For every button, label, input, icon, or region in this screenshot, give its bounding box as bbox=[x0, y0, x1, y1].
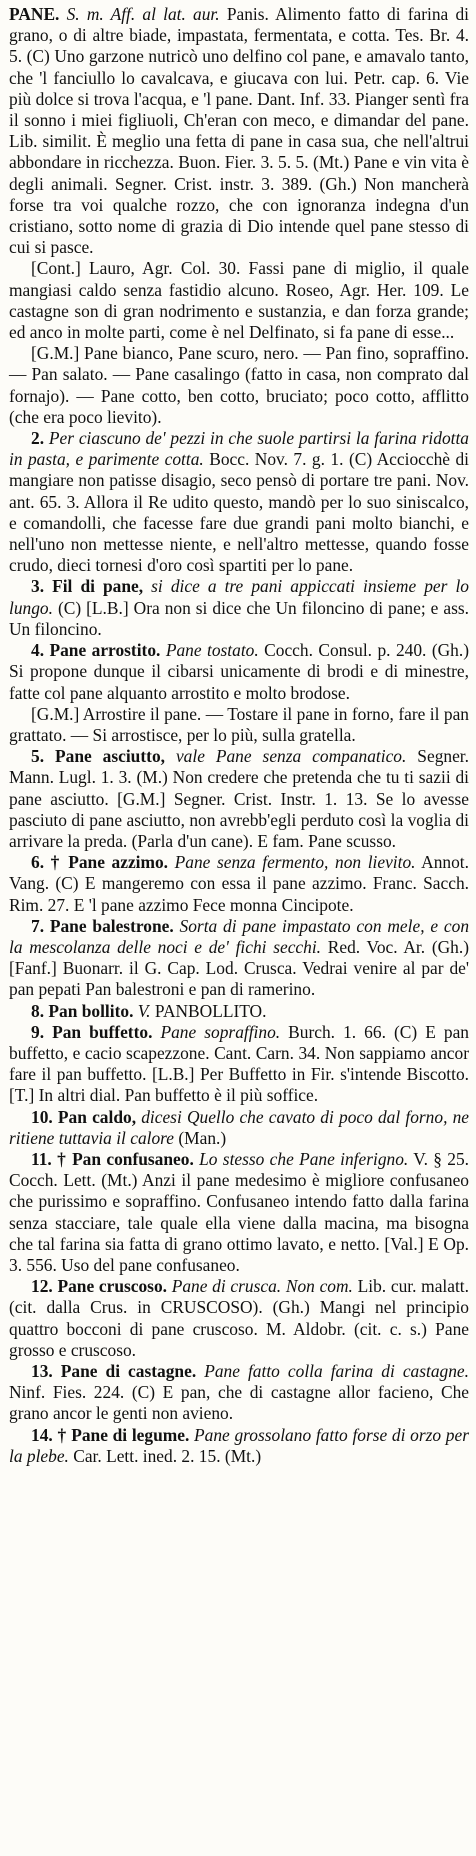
entry-continuation bbox=[9, 704, 469, 746]
grammar-note: Sorta di pane impastato con mele, e con la mescolanza delle noci e de' fichi secchi. bbox=[9, 915, 470, 957]
grammar-note: Pane grossolano fatto forse di orzo per la plebe. bbox=[9, 1424, 469, 1466]
entry-text: PANBOLLITO. bbox=[150, 1000, 267, 1021]
headword: 12. Pane cruscoso. bbox=[31, 1276, 167, 1297]
headword: 9. Pan buffetto. bbox=[31, 1021, 153, 1042]
entry-text: Annot. Vang. (C) E mangeremo con essa il pane azzimo. Franc. Sacch. Rim. 27. E 'l pane azzimo Fece monna Cincipote. bbox=[9, 852, 469, 915]
sense-12 bbox=[9, 1276, 469, 1361]
entry-text: Red. Voc. Ar. (Gh.) [Fanf.] Buonarr. il G. Cap. Lod. Crusca. Vedrai venire al par de' pan pepati Pan balestroni e pan di ramerino. bbox=[9, 936, 470, 1000]
sense-10 bbox=[9, 1107, 469, 1149]
sense-13 bbox=[9, 1361, 469, 1425]
sense-6 bbox=[9, 852, 469, 916]
grammar-note: dicesi Quello che cavato di poco dal forno, ne ritiene tuttavia il calore bbox=[9, 1106, 470, 1148]
headword: 10. Pan caldo, bbox=[31, 1106, 137, 1127]
headword: 3. Fil di pane, bbox=[31, 576, 144, 597]
grammar-note: Pane di crusca. Non com. bbox=[167, 1276, 353, 1297]
entry-text: Cocch. Consul. p. 240. (Gh.) Si propone dunque il cibarsi unicamente di brodi e di minestre, fatte col pane alquanto arrostito e molto brodose. bbox=[9, 640, 470, 703]
grammar-note: Pane tostato. bbox=[160, 640, 259, 661]
sense-3 bbox=[9, 576, 469, 640]
sense-8 bbox=[9, 1001, 469, 1022]
entry-text: [Cont.] Lauro, Agr. Col. 30. Fassi pane di miglio, il quale mangiasi caldo senza fastidio alcuno. Roseo, Agr. Her. 109. Le castagne son di gran nodrimento e sustanzia, e dan forza grande; ed anco in molte parti, come è nel Delfinato, si fa pane di esse... bbox=[9, 258, 469, 343]
entry-text: V. § 25. Cocch. Lett. (Mt.) Anzi il pane medesimo è migliore confusaneo che purissimo e sopraffino. Confusaneo intendo fatto dalla farina senza stacciare, tale quale ella viene dalla macina, ma bisogna che tal farina sia fatta di grano ottimo lavato, e netto. [Val.] E Op. 3. 556. Uso del pane confusaneo. bbox=[9, 1148, 470, 1275]
entry-text: (Man.) bbox=[174, 1127, 227, 1148]
grammar-note: si dice a tre pani appiccati insieme per lo lungo. bbox=[9, 576, 469, 618]
sense-7 bbox=[9, 916, 469, 1001]
entry-pane bbox=[9, 4, 469, 258]
entry-text: Ninf. Fies. 224. (C) E pan, che di castagne allor facieno, Che grano ancor le genti non avieno. bbox=[9, 1382, 469, 1424]
grammar-note: V. bbox=[133, 1000, 151, 1021]
grammar-note: vale Pane senza companatico. bbox=[164, 746, 407, 767]
entry-text: Bocc. Nov. 7. g. 1. (C) Acciocchè di mangiare non patisse disagio, seco pensò di portare tre pani. Nov. ant. 65. 3. Allora il Re udito questo, mandò per lo suo siniscalco, e comandolli, che facesse fare due grandi pani molto bianchi, e nell'uno non mettesse niente, e nell'altro mettesse, quando fosse crudo, dieci tornesi d'oro così spartiti per lo pane. bbox=[9, 449, 469, 576]
grammar-note: Per ciascuno de' pezzi in che suole partirsi la farina ridotta in pasta, e parimente cotta. bbox=[9, 428, 469, 470]
sense-4 bbox=[9, 640, 469, 704]
headword: 6. † Pane azzimo. bbox=[31, 852, 169, 873]
entry-text: Lib. cur. malatt. (cit. dalla Crus. in CRUSCOSO). (Gh.) Mangi nel principio quattro bocconi di pane cruscoso. M. Aldobr. (cit. c. s.) Pane grosso e cruscoso. bbox=[9, 1276, 469, 1360]
sense-11 bbox=[9, 1149, 469, 1276]
sense-2 bbox=[9, 428, 469, 576]
entry-text: (C) [L.B.] Ora non si dice che Un filoncino di pane; e ass. Un filoncino. bbox=[9, 597, 469, 639]
grammar-note: Pane fatto colla farina di castagne. bbox=[196, 1361, 469, 1381]
entry-text: [G.M.] Arrostire il pane. — Tostare il pane in forno, fare il pan grattato. — Si arrostisce, per lo più, sulla gratella. bbox=[9, 703, 469, 745]
entry-text: Burch. 1. 66. (C) E pan buffetto, e cacio scapezzone. Cant. Carn. 34. Non sappiamo ancor fare il pan buffetto. [L.B.] Per Buffetto in Fir. s'intende Biscotto. [T.] In altri dial. Pan buffetto è il più soffice. bbox=[9, 1021, 469, 1106]
entry-text: Panis. Alimento fatto di farina di grano, o di altre biade, impastata, fermentata, e cotta. Tes. Br. 4. 5. (C) Uno garzone nutricò uno delfino col pane, e amavalo tanto, che 'l fanciullo lo cavalcava, e giucava con lui. Petr. cap. 6. Vie più dolce si trova l'acqua, e 'l pane. Dant. Inf. 33. Pianger sentì fra il sonno i miei figliuoli, Ch'eran con meco, e dimandar del pane. Lib. similit. È meglio una fetta di pane in casa sua, che nell'altrui abbondare in ricchezza. Buon. Fier. 3. 5. 5. (Mt.) Pane e vin vita è degli animali. Segner. Crist. instr. 3. 389. (Gh.) Non mancherà forse tra voi qualche rozzo, che con ignoranza indegna d'un cristiano, sotto nome di grazia di Dio intende quel pane stesso di cui si pasce. bbox=[9, 4, 469, 258]
entry-text: Segner. Mann. Lugl. 1. 3. (M.) Non credere che pretenda che tu ti sazii di pane asciutto. [G.M.] Segner. Crist. Instr. 1. 13. Se lo avesse pasciuto di pane asciutto, non avrebb'egli perduto così la voglia di arrivare la preda. (Parla d'un cane). E fam. Pane scusso. bbox=[9, 746, 469, 851]
grammar-note: Lo stesso che Pane inferigno. bbox=[193, 1148, 409, 1169]
headword: 13. Pane di castagne. bbox=[31, 1361, 197, 1381]
grammar-note: Pane sopraffino. bbox=[152, 1021, 281, 1042]
headword: 5. Pane asciutto, bbox=[31, 746, 165, 767]
entry-continuation bbox=[9, 343, 469, 428]
sense-9 bbox=[9, 1022, 469, 1107]
grammar-note: S. m. Aff. al lat. aur. bbox=[59, 4, 220, 24]
headword: 14. † Pane di legume. bbox=[31, 1424, 190, 1445]
grammar-note: Pane senza fermento, non lievito. bbox=[168, 852, 416, 873]
headword: 11. † Pan confusaneo. bbox=[31, 1148, 194, 1169]
headword: 7. Pane balestrone. bbox=[31, 915, 174, 936]
headword: 2. bbox=[31, 428, 45, 449]
sense-14 bbox=[9, 1425, 469, 1467]
headword: 8. Pan bollito. bbox=[31, 1000, 134, 1021]
headword: 4. Pane arrostito. bbox=[31, 640, 161, 661]
entry-continuation bbox=[9, 258, 469, 343]
sense-5 bbox=[9, 746, 469, 852]
entry-text: [G.M.] Pane bianco, Pane scuro, nero. — Pan fino, sopraffino. — Pan salato. — Pane casalingo (fatto in casa, non comprato dal fornajo). — Pane cotto, ben cotto, bruciato; poco cotto, afflitto (che era poco lievito). bbox=[9, 343, 469, 427]
entry-text: Car. Lett. ined. 2. 15. (Mt.) bbox=[68, 1445, 262, 1466]
headword: PANE. bbox=[9, 4, 60, 24]
